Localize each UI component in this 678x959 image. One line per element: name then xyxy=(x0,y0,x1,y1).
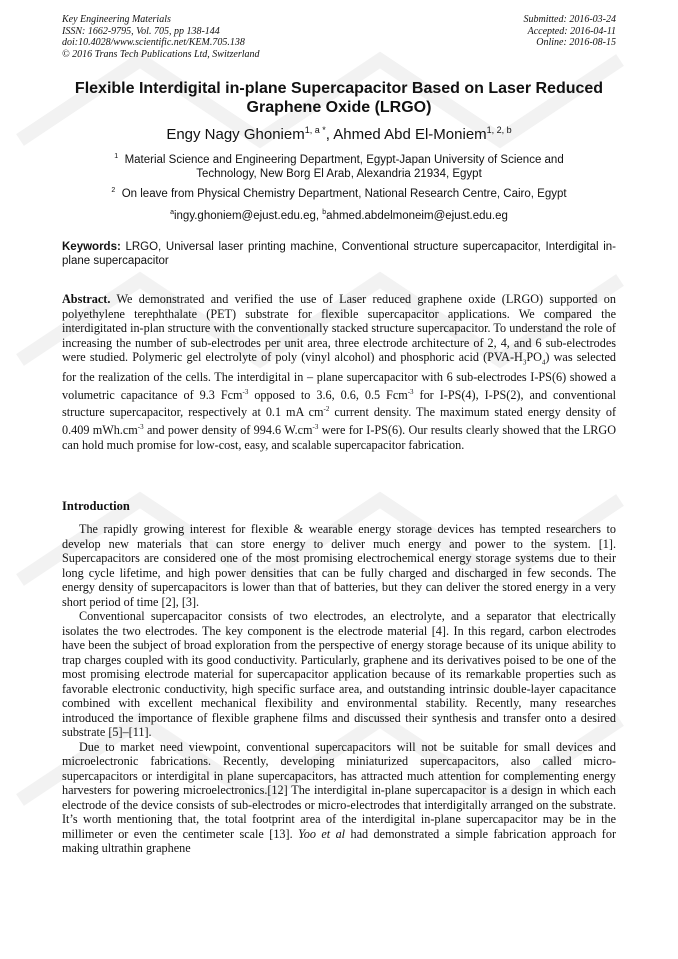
journal-name: Key Engineering Materials xyxy=(62,14,171,25)
abstract-text: opposed to 3.6, 0.6, 0.5 Fcm xyxy=(248,387,408,402)
email-mark: b xyxy=(322,209,327,216)
abstract-text: and power density of 994.6 W.cm xyxy=(143,423,313,437)
submission-dates xyxy=(524,14,617,49)
keywords-label: Keywords: xyxy=(62,241,121,253)
superscript: -3 xyxy=(407,387,414,396)
author-name: Engy Nagy Ghoniem xyxy=(166,126,305,143)
paragraph-text: Due to market need viewpoint, conventional supercapacitors will not be suitable for small devices and microelectronic fabrications. Recently, developing miniaturized supercapacitors, also called micro-supercapacitors or interdigital in plane supercapacitors, has attracted much attention for complementing energy harvesters for powering microelectronics.[12] The interdigital in-plane supercapacitor is a design in which each electrode of the device consists of sub-electrodes or micro-electrodes that interdigitally arranged on the substrate. It’s worth mentioning that, the total footprint area of the interdigital in-plane supercapacitor may be in the millimeter or even the centimeter scale [13]. xyxy=(62,739,616,841)
author-affiliation-mark: 1, a * xyxy=(304,125,326,135)
abstract-text: were for I-PS(6). Our results clearly showed that the LRGO can hold much promise for low-cost, easy, and scalable supercapacitor fabrication. xyxy=(62,423,616,452)
author-citation: Yoo et al xyxy=(298,826,346,841)
author-list xyxy=(62,121,616,144)
abstract-text: for I-PS(4), I-PS(2), and conventional structure supercapacitor, respectively at 0.1 mA cm xyxy=(62,387,616,420)
keywords-text: LRGO, Universal laser printing machine, Conventional structure supercapacitor, Interdigital in-plane supercapacitor xyxy=(62,241,616,267)
author-affiliation-mark: 1, 2, b xyxy=(486,125,512,135)
affiliation-text: On leave from Physical Chemistry Department, National Research Centre, Cairo, Egypt xyxy=(121,187,567,200)
email-separator: , xyxy=(315,209,323,222)
author-name: Ahmed Abd El-Moniem xyxy=(333,126,487,143)
paragraph-text: had demonstrated a simple fabrication approach for making ultrathin graphene xyxy=(62,826,616,855)
affiliation-number: 2 xyxy=(111,187,116,194)
paragraph: Conventional supercapacitor consists of two electrodes, an electrolyte, and a separator that electrically isolates the two electrodes. The key component is the electrode material [4]. In this regard, carbon electrodes have been the subject of broad exploration from the perspective of energy storage because of its unique ability to trap charges coupled with its good conductivity. Particularly, graphene and its derivatives poised to be one of the most promising electrode material for supercapacitor application because of its remarkable properties such as favorable electronic conductivity, high specific surface area, and outstanding intrinsic double-layer capacitance combined with excellent mechanical flexibility and environmental stability. Recently, many researches introduced the importance of flexible graphene films and discussed their synthesis and transfer onto a desired substrate [5]–[11]. xyxy=(62,609,616,739)
email-link[interactable]: ahmed.abdelmoneim@ejust.edu.eg xyxy=(326,209,508,222)
superscript: -3 xyxy=(242,387,249,396)
affiliation-2 xyxy=(62,184,616,201)
journal-copyright: © 2016 Trans Tech Publications Ltd, Switzerland xyxy=(62,48,260,60)
accepted-date: Accepted: 2016-04-11 xyxy=(527,25,616,37)
email-link[interactable]: ingy.ghoniem@ejust.edu.eg xyxy=(173,209,316,222)
abstract-text: current density. The maximum stated energy density of 0.409 mWh.cm xyxy=(62,405,616,437)
abstract-text: We demonstrated and verified the use of Laser reduced graphene oxide (LRGO) supported on polyethylene terephthalate (PET) substrate for flexible supercapacitor applications. We compared the interdigitated in-plan structure with the conventionally stacked structure supercapacitor. To understand the role of increasing the number of sub-electrodes per unit area, three electrode architecture of 2, 4, and 6 sub-electrodes were studied. Polymeric gel electrolyte of poly (vinyl alcohol) and phosphoric acid (PVA-H xyxy=(62,292,616,365)
superscript: -3 xyxy=(312,422,319,431)
journal-doi: doi:10.4028/www.scientific.net/KEM.705.138 xyxy=(62,37,245,48)
affiliation-1 xyxy=(62,150,616,181)
paper-title: Flexible Interdigital in-plane Supercapacitor Based on Laser Reduced Graphene Oxide (LRGO) xyxy=(74,80,604,116)
superscript: -3 xyxy=(137,422,144,431)
submitted-date: Submitted: 2016-03-24 xyxy=(523,14,616,25)
superscript: -2 xyxy=(323,405,330,414)
affiliation-number: 1 xyxy=(114,153,119,160)
author-emails xyxy=(62,206,616,223)
abstract-text: ) was selected for the realization of the cells. The interdigital in – plane supercapacitor with 6 sub-electrodes I-PS(6) showed a volumetric capacitance of 9.3 Fcm xyxy=(62,350,616,402)
paragraph: The rapidly growing interest for flexible & wearable energy storage devices has tempted researchers to develop new materials that can store energy to deliver much energy and power to the system. [1]. Supercapacitors are considered one of the most promising electrochemical energy storage systems due to their long cycle lifetime, and high power densities that can be fully charged and discharged in few seconds. The energy density of supercapacitors is lower than that of batteries, but they can deliver the stored energy in a very short period of time [2], [3]. xyxy=(62,522,616,609)
keywords xyxy=(62,240,616,268)
email-mark: a xyxy=(170,209,174,216)
subscript: 4 xyxy=(541,358,546,367)
introduction-body xyxy=(62,522,616,856)
abstract-label: Abstract. xyxy=(62,292,111,306)
abstract xyxy=(62,292,616,452)
online-date: Online: 2016-08-15 xyxy=(536,37,616,48)
abstract-text: PO xyxy=(526,350,542,365)
section-heading-introduction: Introduction xyxy=(62,499,130,513)
paragraph xyxy=(62,740,616,856)
author-separator: , xyxy=(325,126,334,143)
subscript: 3 xyxy=(522,358,527,367)
journal-header xyxy=(62,14,616,64)
affiliation-text: Technology, New Borg El Arab, Alexandria 21934, Egypt xyxy=(196,167,482,180)
journal-info xyxy=(62,14,260,60)
journal-issn: ISSN: 1662-9795, Vol. 705, pp 138-144 xyxy=(62,25,220,37)
affiliation-text: Material Science and Engineering Department, Egypt-Japan University of Science and xyxy=(124,153,564,166)
